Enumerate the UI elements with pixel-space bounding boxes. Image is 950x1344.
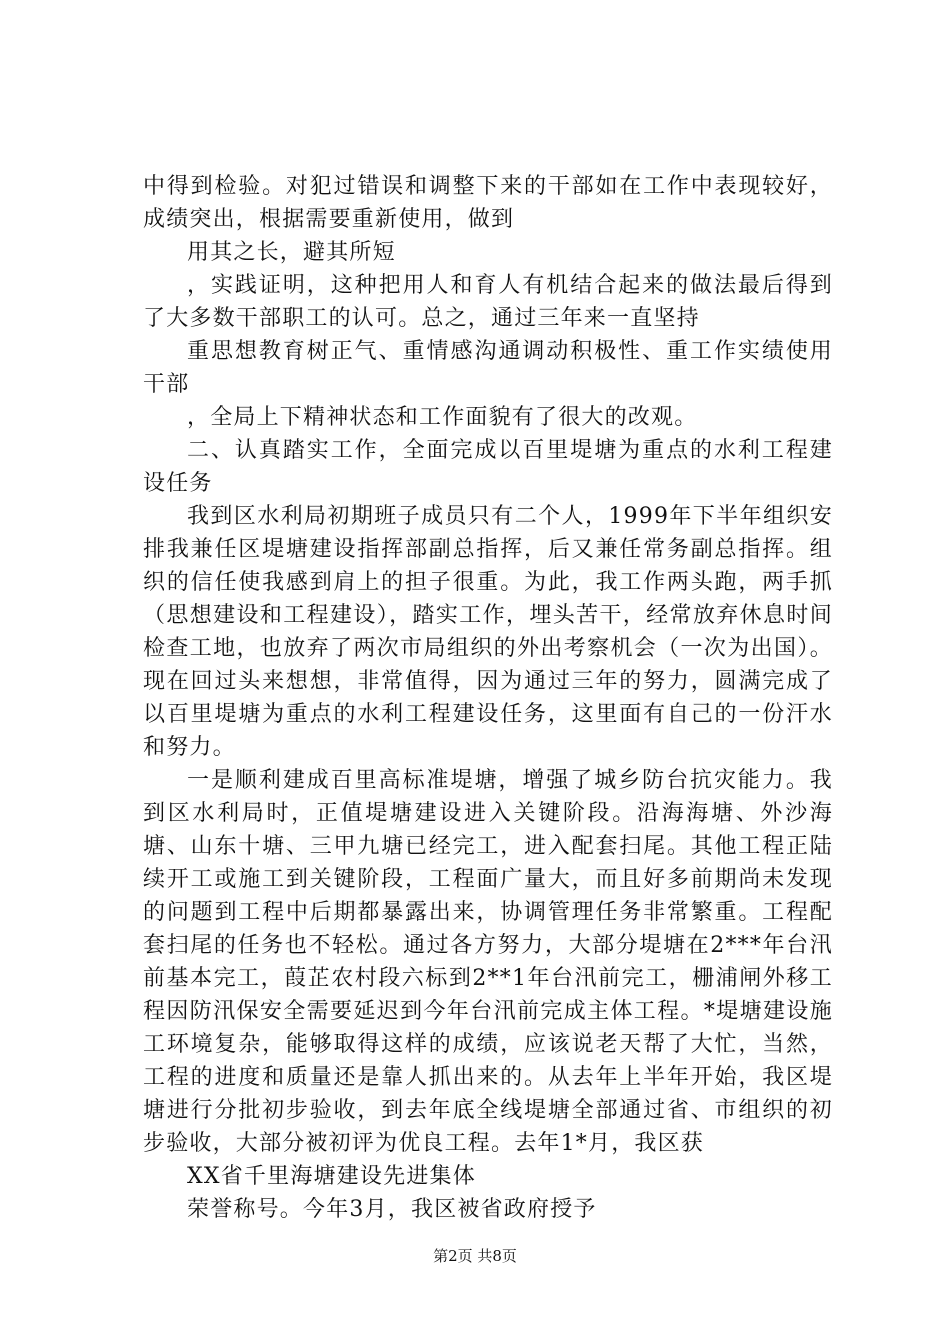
page-number-footer: 第2页 共8页 [433, 1247, 517, 1265]
paragraph-8: 一是顺利建成百里高标准堤塘，增强了城乡防台抗灾能力。我到区水利局时，正值堤塘建设进入关键阶段。沿海海塘、外沙海塘、山东十塘、三甲九塘已经完工，进入配套扫尾。其他工程正陆续开工或施工到关键阶段，工程面广量大，而且好多前期尚未发现的问题到工程中后期都暴露出来，协调管理任务非常繁重。工程配套扫尾的任务也不轻松。通过各方努力，大部分堤塘在2***年台汛前基本完工，葭芷农村段六标到2**1年台汛前完工，栅浦闸外移工程因防汛保安全需要延迟到今年台汛前完成主体工程。*堤塘建设施工环境复杂，能够取得这样的成绩，应该说老天帮了大忙，当然，工程的进度和质量还是靠人抓出来的。从去年上半年开始，我区堤塘进行分批初步验收，到去年底全线堤塘全部通过省、市组织的初步验收，大部分被初评为优良工程。去年1*月，我区获 [143, 768, 833, 1156]
paragraph-9: XX省千里海塘建设先进集体 [187, 1164, 476, 1189]
paragraph-4: 重思想教育树正气、重情感沟通调动积极性、重工作实绩使用干部 [143, 339, 833, 397]
paragraph-7: 我到区水利局初期班子成员只有二个人，1999年下半年组织安排我兼任区堤塘建设指挥部副总指挥，后又兼任常务副总指挥。组织的信任使我感到肩上的担子很重。为此，我工作两头跑，两手抓（思想建设和工程建设），踏实工作，埋头苦干，经常放弃休息时间检查工地，也放弃了两次市局组织的外出考察机会（一次为出国）。现在回过头来想想，非常值得，因为通过三年的努力，圆满完成了以百里堤塘为重点的水利工程建设任务，这里面有自己的一份汗水和努力。 [143, 504, 833, 760]
paragraph-5: ，全局上下精神状态和工作面貌有了很大的改观。 [187, 405, 698, 430]
document-body [143, 170, 833, 1226]
section-heading-2: 二、认真踏实工作，全面完成以百里堤塘为重点的水利工程建设任务 [143, 438, 833, 496]
paragraph-1: 中得到检验。对犯过错误和调整下来的干部如在工作中表现较好，成绩突出，根据需要重新使用，做到 [143, 174, 833, 232]
paragraph-2: 用其之长，避其所短 [187, 240, 396, 265]
paragraph-10: 荣誉称号。今年3月，我区被省政府授予 [187, 1197, 597, 1222]
paragraph-3: ，实践证明，这种把用人和育人有机结合起来的做法最后得到了大多数干部职工的认可。总之，通过三年来一直坚持 [143, 273, 833, 331]
